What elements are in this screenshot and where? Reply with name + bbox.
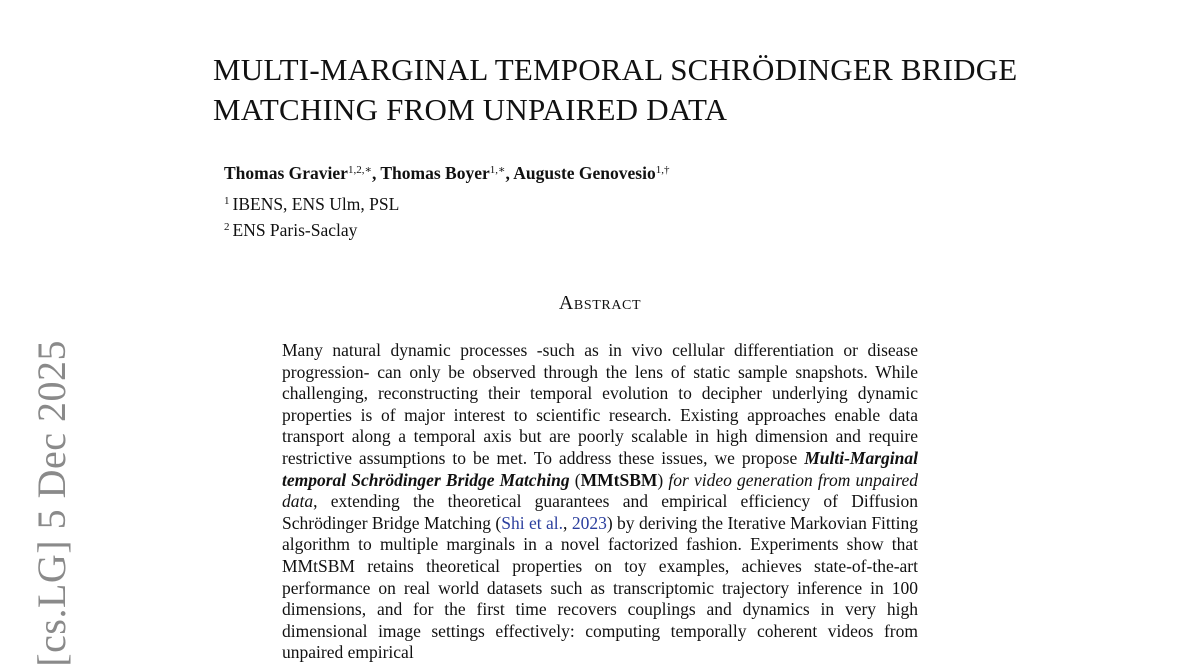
author-marks: 1,∗	[489, 164, 506, 176]
citation-link-authors[interactable]: Shi et al.	[501, 512, 564, 533]
title-line-2: MATCHING FROM UNPAIRED DATA	[213, 92, 728, 127]
author-marks: 1,†	[655, 164, 670, 176]
author-list: Thomas Gravier$^{1,2,∗}$, Thomas Boyer$^{1,∗}$, Auguste Genovesio$^{1,\dagger}$	[224, 163, 670, 183]
affiliation-item: $^2$ ENS Paris-Saclay	[224, 220, 358, 240]
affiliation-list	[224, 190, 399, 242]
citation-link-year[interactable]: 2023	[571, 512, 607, 533]
title-line-1: MULTI-MARGINAL TEMPORAL SCHRÖDINGER BRIDGE	[213, 52, 1018, 87]
abstract-heading: Abstract	[558, 292, 642, 314]
affiliation-item: $^1$ IBENS, ENS Ulm, PSL	[224, 194, 400, 214]
author-marks: 1,2,∗	[347, 164, 372, 176]
author-name: Thomas Boyer	[380, 163, 490, 183]
method-acronym: MMtSBM	[580, 469, 658, 490]
method-tagline: for video generation from unpaired data	[282, 469, 919, 512]
author-name: Auguste Genovesio	[513, 163, 656, 183]
paper-title	[213, 50, 1033, 130]
method-name: Multi-Marginal temporal Schrödinger Bridge Matching	[282, 447, 918, 490]
arxiv-side-stamp: [cs.LG] 5 Dec 2025	[29, 340, 74, 667]
abstract-body: Many natural dynamic processes -such as in vivo cellular differentiation or disease progression- can only be observed through the lens of static sample snapshots. While challenging, reconstructing their temporal evolution to decipher underlying dynamic properties is of major interest to scientific research. Existing approaches enable data transport along a temporal axis but are poorly scalable in high dimension and require restrictive assumptions to be met. To address these issues, we propose Multi-Marginal temporal Schrödinger Bridge Matching (MMtSBM) for video generation from unpaired data, extending the theoretical guarantees and empirical efficiency of Diffusion Schrödinger Bridge Matching (Shi et al., 2023) by deriving the Iterative Markovian Fitting algorithm to multiple marginals in a novel factorized fashion. Experiments show that MMtSBM retains theoretical properties on toy examples, achieves state-of-the-art performance on real world datasets such as transcriptomic trajectory inference in 100 dimensions, and for the first time recovers couplings and dynamics in very high dimensional image settings effectively: computing temporally coherent videos from unpaired empirical	[282, 340, 919, 663]
author-name: Thomas Gravier	[224, 163, 348, 183]
